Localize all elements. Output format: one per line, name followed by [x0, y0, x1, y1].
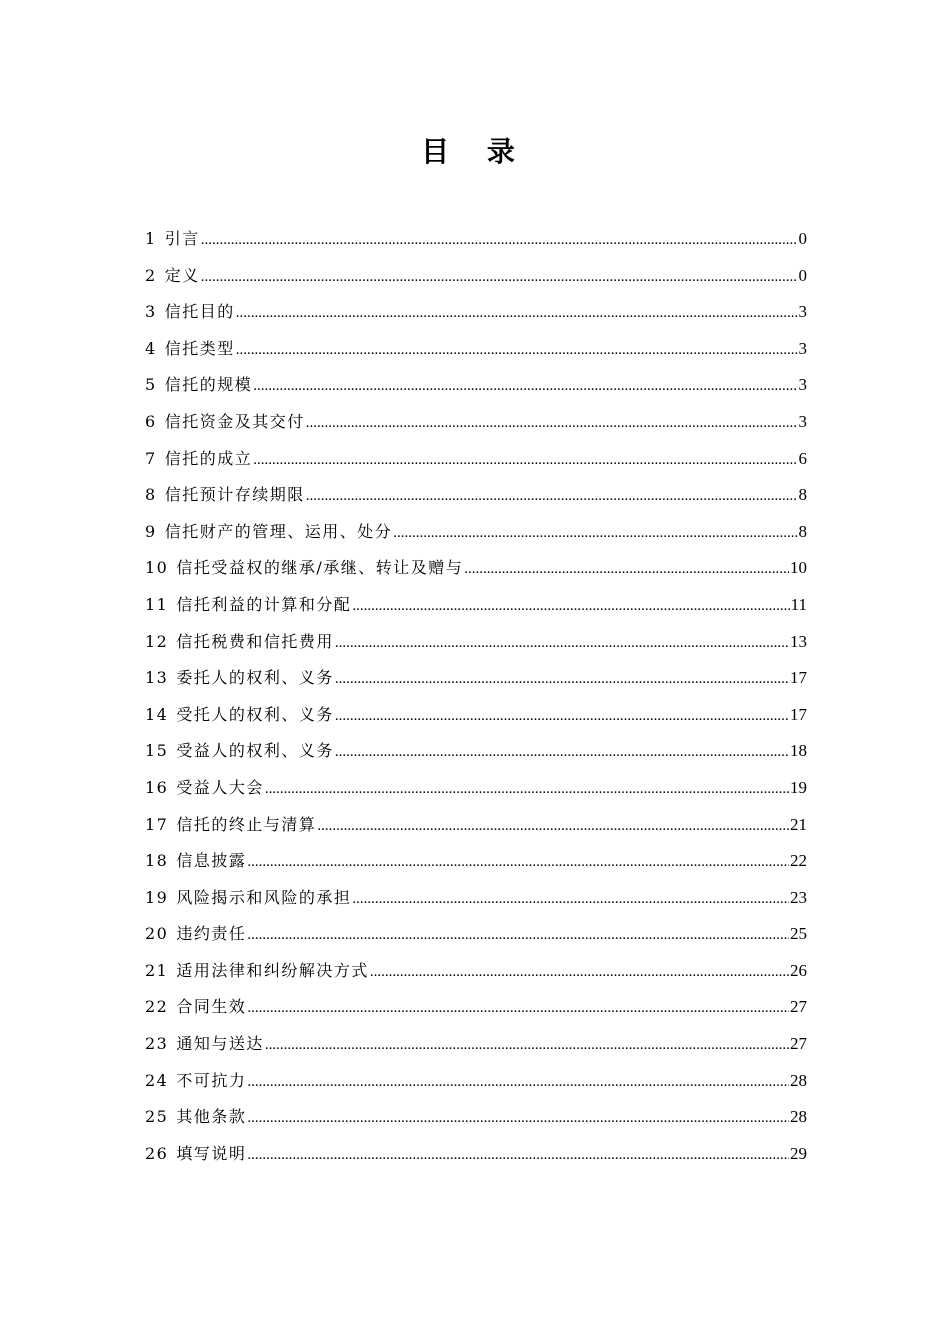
toc-entry-page-number: 29 — [790, 1143, 807, 1163]
toc-entry-label: 信托的成立 — [164, 448, 253, 468]
toc-entry-label: 信托资金及其交付 — [164, 411, 305, 431]
toc-entry-label: 风险揭示和风险的承担 — [176, 887, 352, 907]
toc-entry[interactable] — [145, 367, 807, 404]
toc-dot-leader — [247, 917, 789, 954]
toc-entry[interactable] — [145, 550, 807, 587]
toc-entry[interactable] — [145, 331, 807, 368]
toc-entry[interactable] — [145, 477, 807, 514]
toc-entry-label: 受托人的权利、义务 — [176, 704, 334, 724]
toc-entry-page-number: 0 — [798, 229, 807, 248]
toc-entry-number: 11 — [145, 594, 169, 614]
toc-dot-leader — [253, 368, 797, 405]
toc-dot-leader — [247, 1100, 789, 1137]
toc-entry-label: 信托受益权的继承/承继、转让及赠与 — [176, 558, 464, 578]
toc-entry-number: 5 — [145, 375, 157, 395]
toc-entry-label: 信托预计存续期限 — [164, 485, 305, 505]
toc-entry[interactable] — [145, 258, 807, 295]
toc-entry[interactable] — [145, 1099, 807, 1136]
toc-entry-number: 2 — [145, 265, 157, 285]
toc-entry-label: 违约责任 — [176, 924, 247, 944]
toc-entry[interactable] — [145, 624, 807, 661]
toc-entry-number: 25 — [145, 1107, 169, 1127]
toc-entry-label: 通知与送达 — [176, 1034, 264, 1054]
toc-dot-leader — [352, 881, 789, 918]
toc-entry[interactable] — [145, 916, 807, 953]
toc-entry-page-number: 3 — [798, 411, 807, 431]
toc-entry[interactable] — [145, 587, 807, 624]
toc-entry[interactable] — [145, 294, 807, 331]
toc-entry-page-number: 25 — [790, 924, 807, 944]
toc-dot-leader — [335, 698, 789, 735]
toc-entry[interactable] — [145, 770, 807, 807]
toc-dot-leader — [247, 990, 789, 1027]
toc-entry[interactable] — [145, 1063, 807, 1100]
toc-entry-label: 信托目的 — [164, 302, 235, 322]
toc-entry-page-number: 6 — [798, 448, 807, 468]
toc-dot-leader — [247, 1064, 789, 1101]
toc-entry[interactable] — [145, 441, 807, 478]
toc-entry-label: 受益人的权利、义务 — [176, 741, 334, 761]
toc-entry-page-number: 3 — [798, 302, 807, 322]
toc-entry-number: 7 — [145, 448, 157, 468]
toc-entry-number: 12 — [145, 631, 169, 651]
toc-entry-label: 信托税费和信托费用 — [176, 631, 334, 651]
toc-entry[interactable] — [145, 989, 807, 1026]
toc-dot-leader — [317, 808, 789, 845]
toc-entry-label: 受益人大会 — [176, 777, 264, 797]
toc-dot-leader — [236, 332, 798, 369]
toc-entry-number: 15 — [145, 741, 169, 761]
toc-entry-page-number: 8 — [798, 521, 807, 541]
toc-entry-number: 23 — [145, 1034, 169, 1054]
toc-entry[interactable] — [145, 843, 807, 880]
toc-entry-label: 委托人的权利、义务 — [176, 668, 334, 688]
toc-entry-page-number: 10 — [790, 558, 807, 578]
toc-dot-leader — [201, 222, 798, 259]
toc-entry-label: 信息披露 — [176, 851, 247, 871]
toc-dot-leader — [393, 515, 797, 552]
toc-entry-page-number: 17 — [790, 668, 807, 688]
toc-entry-label: 引言 — [164, 229, 200, 248]
toc-dot-leader — [236, 295, 798, 332]
toc-entry-number: 3 — [145, 302, 157, 322]
toc-entry-label: 信托财产的管理、运用、处分 — [164, 521, 393, 541]
toc-entry-page-number: 11 — [790, 594, 807, 614]
toc-entry-label: 不可抗力 — [176, 1070, 247, 1090]
toc-entry-page-number: 23 — [790, 887, 807, 907]
toc-entry-number: 10 — [145, 558, 169, 578]
toc-dot-leader — [253, 442, 797, 479]
toc-dot-leader — [201, 259, 798, 296]
toc-entry-label: 信托类型 — [164, 338, 235, 358]
toc-dot-leader — [247, 1137, 789, 1174]
toc-entry-page-number: 0 — [798, 265, 807, 285]
toc-dot-leader — [335, 661, 789, 698]
toc-entry[interactable] — [145, 697, 807, 734]
toc-entry-number: 22 — [145, 997, 169, 1017]
toc-entry-page-number: 22 — [790, 851, 807, 871]
toc-dot-leader — [306, 478, 798, 515]
toc-entry-label: 填写说明 — [176, 1143, 247, 1163]
toc-entry-number: 26 — [145, 1143, 169, 1163]
toc-entry-page-number: 3 — [798, 338, 807, 358]
toc-entry-number: 8 — [145, 485, 157, 505]
toc-entry-page-number: 3 — [798, 375, 807, 395]
toc-entry[interactable] — [145, 807, 807, 844]
toc-entry-label: 信托的规模 — [164, 375, 253, 395]
toc-dot-leader — [247, 844, 789, 881]
toc-dot-leader — [265, 1027, 789, 1064]
toc-entry-number: 20 — [145, 924, 169, 944]
toc-entry-number: 24 — [145, 1070, 169, 1090]
toc-entry-page-number: 21 — [790, 814, 807, 834]
toc-entry-page-number: 8 — [798, 485, 807, 505]
toc-entry-number: 18 — [145, 851, 169, 871]
toc-entry-label: 定义 — [164, 265, 200, 285]
toc-entry[interactable] — [145, 514, 807, 551]
toc-entry-page-number: 17 — [790, 704, 807, 724]
page-title: 目 录 — [421, 135, 529, 168]
toc-entry-number: 9 — [145, 521, 157, 541]
toc-entry-number: 6 — [145, 411, 157, 431]
toc-entry[interactable] — [145, 880, 807, 917]
toc-entry-page-number: 13 — [790, 631, 807, 651]
table-of-contents — [145, 221, 807, 1172]
toc-entry[interactable] — [145, 404, 807, 441]
toc-entry-number: 14 — [145, 704, 169, 724]
toc-entry-label: 合同生效 — [176, 997, 247, 1017]
toc-entry-label: 信托利益的计算和分配 — [176, 594, 352, 614]
toc-dot-leader — [265, 771, 789, 808]
toc-entry[interactable] — [145, 1026, 807, 1063]
toc-entry-number: 4 — [145, 338, 157, 358]
toc-entry[interactable] — [145, 953, 807, 990]
toc-entry-page-number: 18 — [790, 741, 807, 761]
toc-dot-leader — [464, 551, 789, 588]
toc-dot-leader — [352, 588, 789, 625]
toc-entry-number: 17 — [145, 814, 169, 834]
toc-dot-leader — [370, 954, 789, 991]
toc-entry-number: 16 — [145, 777, 169, 797]
toc-entry[interactable] — [145, 221, 807, 258]
toc-dot-leader — [306, 405, 798, 442]
toc-entry-label: 其他条款 — [176, 1107, 247, 1127]
toc-entry-page-number: 28 — [790, 1107, 807, 1127]
toc-entry-label: 适用法律和纠纷解决方式 — [176, 960, 369, 980]
toc-entry-number: 13 — [145, 668, 169, 688]
toc-entry[interactable] — [145, 1136, 807, 1173]
toc-entry-page-number: 27 — [790, 997, 807, 1017]
toc-entry-number: 19 — [145, 887, 169, 907]
toc-entry-page-number: 27 — [790, 1034, 807, 1054]
toc-entry-number: 1 — [145, 229, 157, 248]
toc-entry-label: 信托的终止与清算 — [176, 814, 317, 834]
toc-entry[interactable] — [145, 660, 807, 697]
toc-entry-page-number: 19 — [790, 777, 807, 797]
toc-entry-page-number: 28 — [790, 1070, 807, 1090]
toc-dot-leader — [335, 625, 789, 662]
toc-entry-page-number: 26 — [790, 960, 807, 980]
toc-dot-leader — [335, 734, 789, 771]
toc-entry-number: 21 — [145, 960, 169, 980]
toc-entry[interactable] — [145, 733, 807, 770]
